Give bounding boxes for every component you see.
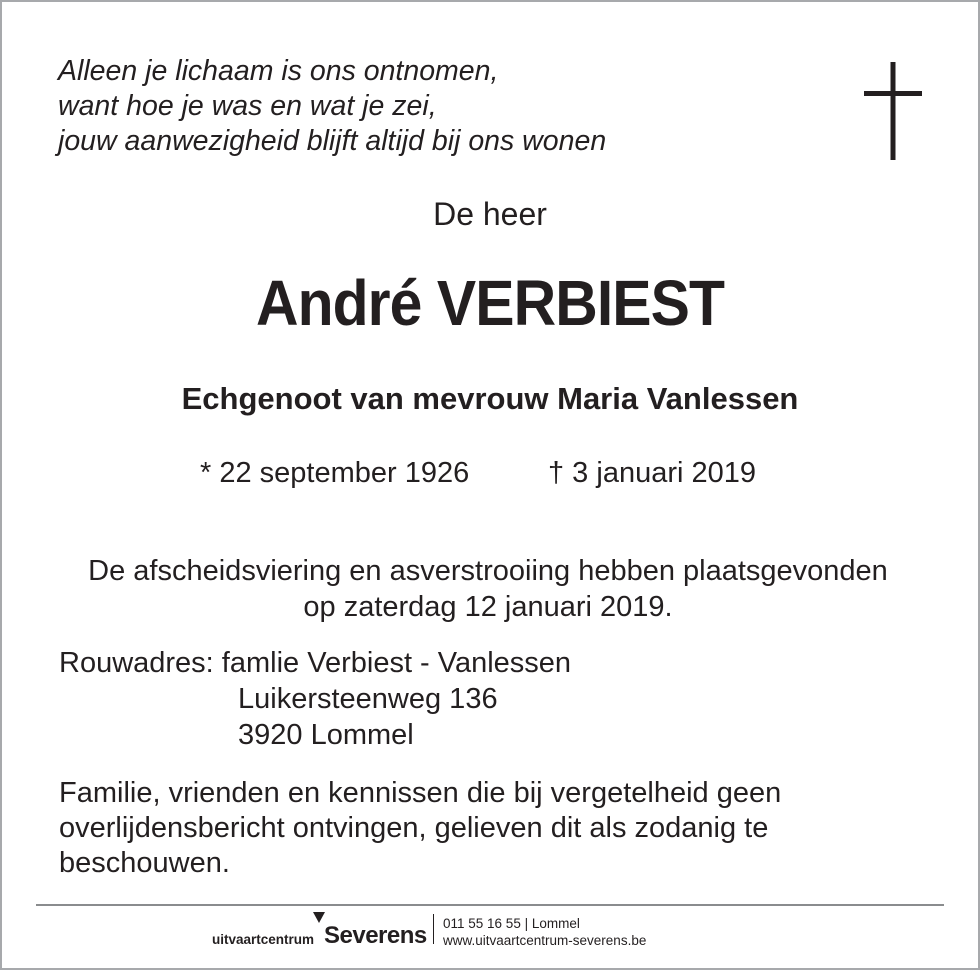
address-line: Rouwadres: famlie Verbiest - Vanlessen	[59, 647, 572, 679]
mourning-address	[59, 645, 571, 753]
ceremony-text	[0, 553, 976, 625]
notice-text	[59, 776, 929, 881]
contact-info	[443, 915, 646, 949]
salutation: De heer	[433, 196, 547, 232]
notice-line: Familie, vrienden en kennissen die bij vergetelheid geen	[59, 777, 782, 809]
brand-prefix: uitvaartcentrum	[212, 932, 315, 947]
notice-line: overlijdensbericht ontvingen, gelieven dit als zodanig te	[59, 812, 769, 844]
footer-divider	[36, 904, 944, 906]
website-link[interactable]: www.uitvaartcentrum-severens.be	[443, 933, 647, 948]
address-street: Luikersteenweg 136	[238, 683, 498, 715]
address-city: 3920 Lommel	[238, 719, 414, 751]
birth-date: * 22 september 1926	[200, 457, 470, 489]
phone-line: 011 55 16 55 | Lommel	[443, 916, 580, 931]
deceased-name: André VERBIEST	[255, 267, 725, 339]
poem-line: Alleen je lichaam is ons ontnomen,	[58, 55, 499, 87]
ceremony-line: De afscheidsviering en asverstrooiing hebben plaatsgevonden	[88, 555, 888, 587]
footer	[0, 912, 980, 952]
poem	[58, 54, 606, 159]
poem-line: want hoe je was en wat je zei,	[58, 90, 437, 122]
brand-name: Severens	[324, 922, 427, 949]
cross-icon	[864, 62, 922, 160]
notice-line: beschouwen.	[59, 847, 230, 879]
footer-separator	[433, 914, 434, 944]
death-date: † 3 januari 2019	[548, 457, 756, 489]
poem-line: jouw aanwezigheid blijft altijd bij ons wonen	[58, 125, 607, 157]
ceremony-line: op zaterdag 12 januari 2019.	[303, 591, 673, 623]
spouse-line: Echgenoot van mevrouw Maria Vanlessen	[181, 381, 799, 416]
